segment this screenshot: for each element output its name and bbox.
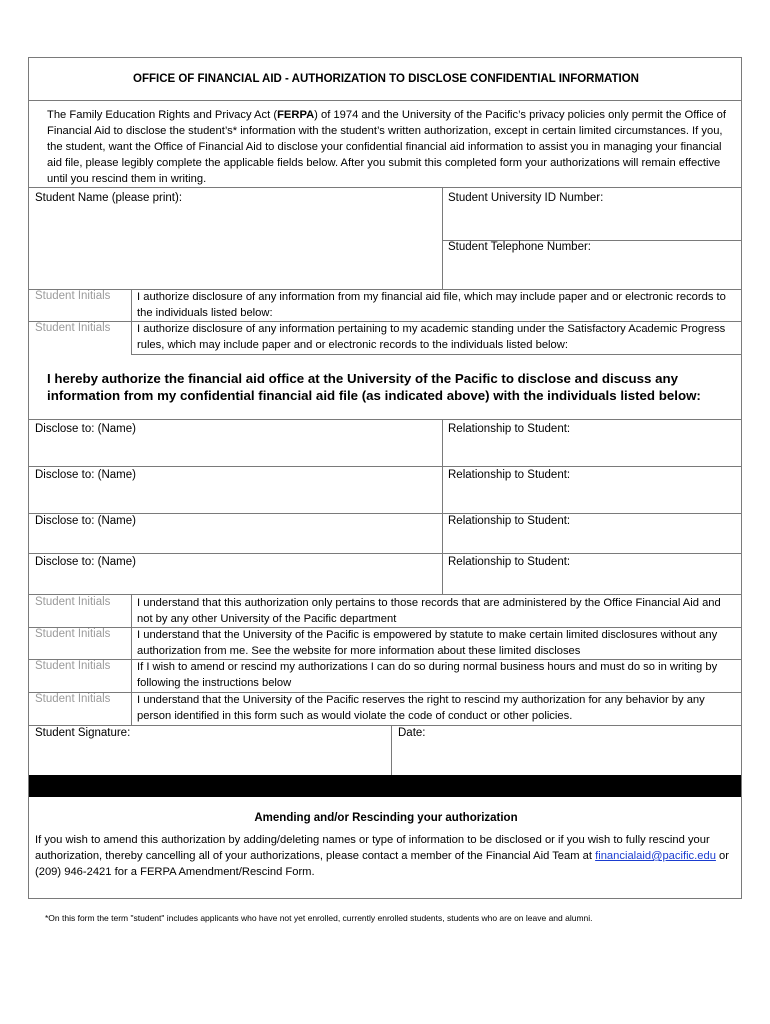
divider	[29, 100, 741, 101]
divider	[29, 513, 741, 514]
student-name-label: Student Name (please print):	[35, 192, 183, 204]
relationship-field[interactable]	[448, 439, 736, 463]
student-initials-field[interactable]: Student Initials	[35, 628, 111, 640]
disclose-name-field[interactable]	[35, 439, 435, 463]
amend-text-rest: or (209) 946-2421 for a FERPA Amendment/Rescind Form.	[35, 850, 729, 878]
scope-statement-financial-aid-file: I authorize disclosure of any information from my financial aid file, which may include paper and or electronic records to the individuals listed below:	[137, 291, 726, 319]
student-id-field[interactable]	[448, 208, 736, 236]
disclose-name-label: Disclose to: (Name)	[35, 556, 136, 568]
student-initials-field[interactable]: Student Initials	[35, 596, 111, 608]
acknowledgement-limited-disclosures: I understand that the University of the Pacific is empowered by statute to make certain limited disclosures without any authorization from me. See the website for more information about these limited discloses	[137, 629, 718, 657]
disclose-name-field[interactable]	[35, 531, 435, 551]
date-label: Date:	[398, 727, 426, 739]
amend-instructions	[35, 832, 737, 880]
student-name-field[interactable]	[37, 208, 437, 284]
ferpa-bold: FERPA	[277, 109, 315, 121]
divider	[29, 187, 741, 188]
divider	[131, 354, 742, 355]
section-separator-bar	[29, 775, 741, 797]
acknowledgement-records-scope: I understand that this authorization only pertains to those records that are administered by the Office Financial Aid and not by any other University of the Pacific department	[137, 597, 721, 625]
divider	[29, 725, 741, 726]
disclose-name-field[interactable]	[35, 572, 435, 592]
acknowledgement-university-rescind: I understand that the University of the Pacific reserves the right to rescind my authorization for any behavior by any person identified in this form such as would violate the code of conduct or other policies.	[137, 694, 705, 722]
divider	[442, 419, 443, 594]
disclose-name-label: Disclose to: (Name)	[35, 469, 136, 481]
relationship-label: Relationship to Student:	[448, 556, 571, 568]
student-signature-label: Student Signature:	[35, 727, 131, 739]
relationship-label: Relationship to Student:	[448, 423, 571, 435]
relationship-label: Relationship to Student:	[448, 515, 571, 527]
relationship-field[interactable]	[448, 531, 736, 551]
divider	[391, 725, 392, 775]
acknowledgement-amend-rescind: If I wish to amend or rescind my authorizations I can do so during normal business hours and must do so in writing by following the instructions below	[137, 661, 718, 689]
intro-text: The Family Education Rights and Privacy Act (	[47, 109, 278, 121]
financial-aid-email-link[interactable]: financialaid@pacific.edu	[595, 850, 716, 862]
divider	[442, 187, 443, 289]
student-initials-field[interactable]: Student Initials	[35, 660, 111, 672]
intro-text-rest: ) of 1974 and the University of the Pacific’s privacy policies only permit the Office of Financial Aid to disclose the student’s* information with the student’s written authorization, except in certain limited circumstances. If you, the student, want the Office of Financial Aid to disclose your confidential financial aid information to assist you in managing your financial aid file, please legibly complete the applicable fields below. After you submit this completed form your authorizations will remain effective until you rescind them in writing.	[47, 109, 727, 185]
disclose-name-label: Disclose to: (Name)	[35, 515, 136, 527]
divider	[29, 553, 741, 554]
student-id-label: Student University ID Number:	[448, 192, 604, 204]
divider	[131, 289, 132, 354]
student-phone-field[interactable]	[448, 258, 736, 286]
student-initials-field[interactable]: Student Initials	[35, 322, 111, 334]
student-initials-field[interactable]: Student Initials	[35, 290, 111, 302]
divider	[131, 594, 132, 725]
relationship-field[interactable]	[448, 485, 736, 509]
authorization-statement: I hereby authorize the financial aid office at the University of the Pacific to disclose and discuss any information from my confidential financial aid file (as indicated above) with the individuals listed below:	[47, 371, 701, 403]
scope-statement-academic-standing: I authorize disclosure of any information pertaining to my academic standing under the Satisfactory Academic Progress rules, which may include paper and or electronic records to the individuals listed below:	[137, 323, 726, 351]
disclose-name-field[interactable]	[35, 485, 435, 509]
relationship-field[interactable]	[448, 572, 736, 592]
intro-paragraph	[47, 107, 737, 187]
student-signature-field[interactable]	[35, 744, 385, 772]
divider	[29, 419, 741, 420]
ferpa-form	[28, 57, 742, 923]
form-title: OFFICE OF FINANCIAL AID - AUTHORIZATION TO DISCLOSE CONFIDENTIAL INFORMATION	[133, 73, 639, 85]
divider	[29, 466, 741, 467]
date-field[interactable]	[398, 744, 736, 772]
disclose-name-label: Disclose to: (Name)	[35, 423, 136, 435]
student-phone-label: Student Telephone Number:	[448, 241, 591, 253]
amend-text: If you wish to amend this authorization by adding/deleting names or type of information to be disclosed or if you wish to fully rescind your authorization, thereby cancelling all of your authorizations, please contact a member of the Financial Aid Team at	[35, 834, 710, 862]
student-initials-field[interactable]: Student Initials	[35, 693, 111, 705]
amend-section-title: Amending and/or Rescinding your authorization	[254, 812, 518, 824]
student-definition-footnote: *On this form the term "student" includes applicants who have not yet enrolled, currently enrolled students, students who are on leave and alumni.	[45, 913, 593, 923]
relationship-label: Relationship to Student:	[448, 469, 571, 481]
